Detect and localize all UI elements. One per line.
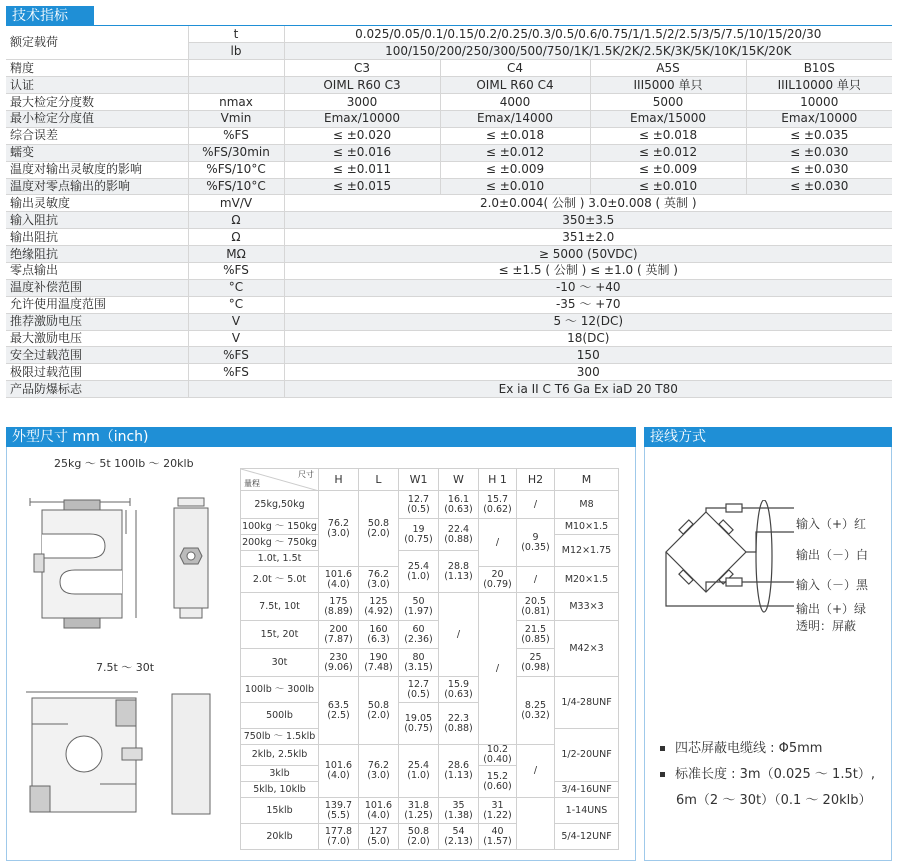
range-cell: 5klb, 10klb <box>241 782 319 798</box>
spec-param: 输出灵敏度 <box>6 195 188 212</box>
spec-table <box>6 26 892 398</box>
spec-row <box>6 330 892 347</box>
dim-cell: 21.5 (0.85) <box>517 621 555 649</box>
spec-row <box>6 178 892 195</box>
spec-param: 温度补偿范围 <box>6 279 188 296</box>
dim-cell: 63.5 (2.5) <box>319 677 359 745</box>
dim-cell: 22.3 (0.88) <box>439 703 479 745</box>
spec-value: ≤ ±0.016 <box>284 144 440 161</box>
range-cell: 30t <box>241 649 319 677</box>
spec-row <box>6 212 892 229</box>
spec-row <box>6 229 892 246</box>
spec-row <box>6 144 892 161</box>
header-m: M <box>555 469 619 491</box>
dim-cell: 1/4-28UNF <box>555 677 619 729</box>
wire-output-plus-green: 输出（+）绿 <box>796 602 867 616</box>
spec-row <box>6 94 892 111</box>
spec-value: ≤ ±0.010 <box>590 178 746 195</box>
s-beam-side-drawing-large <box>166 684 216 824</box>
spec-value: 100/150/200/250/300/500/750/1K/1.5K/2K/2.5K/3K/5K/10K/15K/20K <box>284 43 892 60</box>
spec-unit: Ω <box>188 229 284 246</box>
spec-param: 最大激励电压 <box>6 330 188 347</box>
wire-output-minus-white: 输出（－）白 <box>796 548 869 562</box>
spec-value: Emax/10000 <box>284 110 440 127</box>
dim-cell: / <box>517 491 555 519</box>
spec-unit: nmax <box>188 94 284 111</box>
spec-value: 5 ～ 12(DC) <box>284 313 892 330</box>
dim-cell: 22.4 (0.88) <box>439 519 479 551</box>
dim-cell: 31 (1.22) <box>479 798 517 824</box>
dim-cell: 101.6 (4.0) <box>319 567 359 593</box>
spec-unit <box>188 77 284 94</box>
dim-cell: / <box>517 745 555 798</box>
note-length <box>660 763 875 782</box>
spec-unit: V <box>188 330 284 347</box>
spec-param: 额定载荷 <box>6 26 188 60</box>
bullet-icon <box>660 772 665 777</box>
spec-value: C4 <box>440 60 590 77</box>
dim-cell: 200 (7.87) <box>319 621 359 649</box>
s-beam-side-drawing-small <box>166 486 216 626</box>
spec-unit: %FS/30min <box>188 144 284 161</box>
dim-cell: 230 (9.06) <box>319 649 359 677</box>
dim-cell: 50.8 (2.0) <box>359 491 399 567</box>
spec-value: Emax/15000 <box>590 110 746 127</box>
spec-value: ≤ ±0.012 <box>440 144 590 161</box>
corner-label-range: 量程 <box>244 479 260 488</box>
spec-unit <box>188 60 284 77</box>
spec-value: 350±3.5 <box>284 212 892 229</box>
spec-unit: Vmin <box>188 110 284 127</box>
dim-cell: 76.2 (3.0) <box>359 745 399 798</box>
spec-value: ≤ ±0.018 <box>590 127 746 144</box>
wiring-section-title: 接线方式 <box>644 427 892 447</box>
spec-value: -35 ～ +70 <box>284 296 892 313</box>
note-cable <box>660 737 822 756</box>
dim-cell: M12×1.75 <box>555 535 619 567</box>
range-cell: 15klb <box>241 798 319 824</box>
range-cell: 750lb ～ 1.5klb <box>241 729 319 745</box>
spec-unit: %FS/10°C <box>188 161 284 178</box>
dim-cell: 12.7 (0.5) <box>399 491 439 519</box>
spec-row <box>6 296 892 313</box>
spec-param: 允许使用温度范围 <box>6 296 188 313</box>
dim-cell: 10.2 (0.40) <box>479 745 517 766</box>
spec-value: OIML R60 C4 <box>440 77 590 94</box>
dim-cell: 101.6 (4.0) <box>359 798 399 824</box>
header-w: W <box>439 469 479 491</box>
spec-value: ≤ ±0.030 <box>746 178 892 195</box>
large-range-caption: 7.5t ～ 30t <box>96 661 155 674</box>
spec-value: 18(DC) <box>284 330 892 347</box>
dim-cell: 28.8 (1.13) <box>439 551 479 593</box>
spec-param: 绝缘阻抗 <box>6 246 188 263</box>
spec-unit: MΩ <box>188 246 284 263</box>
bridge-circuit-diagram <box>656 500 796 630</box>
dim-cell: 8.25 (0.32) <box>517 677 555 745</box>
spec-param: 蠕变 <box>6 144 188 161</box>
range-cell: 3klb <box>241 766 319 782</box>
dim-cell: 35 (1.38) <box>439 798 479 824</box>
dim-cell: 1-14UNS <box>555 798 619 824</box>
dim-cell: 80 (3.15) <box>399 649 439 677</box>
spec-value: 10000 <box>746 94 892 111</box>
dim-cell: 20.5 (0.81) <box>517 593 555 621</box>
spec-value: C3 <box>284 60 440 77</box>
spec-row <box>6 364 892 381</box>
dim-cell: 9 (0.35) <box>517 519 555 567</box>
spec-row <box>6 279 892 296</box>
spec-row <box>6 262 892 279</box>
spec-row <box>6 77 892 94</box>
range-cell: 200kg ～ 750kg <box>241 535 319 551</box>
spec-value: ≤ ±0.030 <box>746 144 892 161</box>
note-text: 四芯屏蔽电缆线 : Φ5mm <box>675 741 823 756</box>
spec-param: 输入阻抗 <box>6 212 188 229</box>
spec-value: A5S <box>590 60 746 77</box>
spec-value: 300 <box>284 364 892 381</box>
spec-unit: V <box>188 313 284 330</box>
range-cell: 2.0t ～ 5.0t <box>241 567 319 593</box>
spec-unit: °C <box>188 279 284 296</box>
dim-cell: / <box>479 593 517 745</box>
spec-row <box>6 195 892 212</box>
spec-param: 零点输出 <box>6 262 188 279</box>
spec-value: ≤ ±1.5 ( 公制 ) ≤ ±1.0 ( 英制 ) <box>284 262 892 279</box>
spec-value: 4000 <box>440 94 590 111</box>
dim-cell: 25 (0.98) <box>517 649 555 677</box>
dim-cell: 50 (1.97) <box>399 593 439 621</box>
spec-param: 安全过载范围 <box>6 347 188 364</box>
dim-cell: 15.7 (0.62) <box>479 491 517 519</box>
spec-unit: %FS/10°C <box>188 178 284 195</box>
spec-value: IIIL10000 单只 <box>746 77 892 94</box>
range-cell: 15t, 20t <box>241 621 319 649</box>
dim-cell: / <box>439 593 479 677</box>
spec-param: 极限过载范围 <box>6 364 188 381</box>
spec-param: 最小检定分度值 <box>6 110 188 127</box>
spec-value: ≤ ±0.011 <box>284 161 440 178</box>
range-cell: 7.5t, 10t <box>241 593 319 621</box>
spec-value: -10 ～ +40 <box>284 279 892 296</box>
dim-cell: 12.7 (0.5) <box>399 677 439 703</box>
dim-cell: 20 (0.79) <box>479 567 517 593</box>
spec-value: Emax/14000 <box>440 110 590 127</box>
bullet-icon <box>660 746 665 751</box>
spec-row <box>6 127 892 144</box>
spec-unit: t <box>188 26 284 43</box>
range-cell: 100kg ～ 150kg <box>241 519 319 535</box>
spec-row <box>6 347 892 364</box>
range-cell: 500lb <box>241 703 319 729</box>
dim-cell: 15.9 (0.63) <box>439 677 479 703</box>
range-cell: 25kg,50kg <box>241 491 319 519</box>
spec-value: ≤ ±0.009 <box>440 161 590 178</box>
dim-cell: M42×3 <box>555 621 619 677</box>
spec-value: 2.0±0.004( 公制 ) 3.0±0.008 ( 英制 ) <box>284 195 892 212</box>
spec-row <box>6 60 892 77</box>
spec-value: Emax/10000 <box>746 110 892 127</box>
spec-unit: Ω <box>188 212 284 229</box>
dim-cell: 60 (2.36) <box>399 621 439 649</box>
dim-cell: 28.6 (1.13) <box>439 745 479 798</box>
spec-param: 温度对输出灵敏度的影响 <box>6 161 188 178</box>
corner-label-size: 尺寸 <box>298 470 314 479</box>
dim-cell: 1/2-20UNF <box>555 729 619 782</box>
spec-param: 认证 <box>6 77 188 94</box>
spec-value: Ex ia II C T6 Ga Ex iaD 20 T80 <box>284 381 892 398</box>
spec-section-title: 技术指标 <box>6 6 94 26</box>
spec-param: 产品防爆标志 <box>6 381 188 398</box>
spec-row <box>6 246 892 263</box>
spec-value: ≤ ±0.018 <box>440 127 590 144</box>
dim-cell <box>517 798 555 850</box>
spec-value: ≤ ±0.035 <box>746 127 892 144</box>
corner-cell <box>241 469 319 491</box>
header-h: H <box>319 469 359 491</box>
spec-param: 综合误差 <box>6 127 188 144</box>
spec-value: 0.025/0.05/0.1/0.15/0.2/0.25/0.3/0.5/0.6/0.75/1/1.5/2/2.5/3/5/7.5/10/15/20/30 <box>284 26 892 43</box>
header-h2: H2 <box>517 469 555 491</box>
s-beam-front-drawing-small <box>20 472 150 632</box>
spec-value: ≤ ±0.012 <box>590 144 746 161</box>
dim-cell: 5/4-12UNF <box>555 824 619 850</box>
dim-cell: / <box>479 519 517 567</box>
spec-value: ≤ ±0.020 <box>284 127 440 144</box>
range-cell: 20klb <box>241 824 319 850</box>
dim-cell: 177.8 (7.0) <box>319 824 359 850</box>
dim-cell: 31.8 (1.25) <box>399 798 439 824</box>
dim-cell: 76.2 (3.0) <box>359 567 399 593</box>
spec-unit: %FS <box>188 347 284 364</box>
note-text: 标准长度 : 3m（0.025 ～ 1.5t）, <box>675 767 875 782</box>
dim-cell: 175 (8.89) <box>319 593 359 621</box>
dim-cell: 125 (4.92) <box>359 593 399 621</box>
dim-cell: M8 <box>555 491 619 519</box>
spec-param: 输出阻抗 <box>6 229 188 246</box>
header-w1: W1 <box>399 469 439 491</box>
spec-unit: %FS <box>188 364 284 381</box>
spec-row <box>6 110 892 127</box>
dim-cell: / <box>517 567 555 593</box>
dim-cell: 3/4-16UNF <box>555 782 619 798</box>
dim-cell: 127 (5.0) <box>359 824 399 850</box>
dim-cell: 101.6 (4.0) <box>319 745 359 798</box>
spec-row <box>6 313 892 330</box>
spec-value: B10S <box>746 60 892 77</box>
dim-cell: 19 (0.75) <box>399 519 439 551</box>
dim-cell: 50.8 (2.0) <box>359 677 399 745</box>
dim-cell: 25.4 (1.0) <box>399 745 439 798</box>
spec-value: ≤ ±0.015 <box>284 178 440 195</box>
dim-cell: 50.8 (2.0) <box>399 824 439 850</box>
range-cell: 1.0t, 1.5t <box>241 551 319 567</box>
dim-cell: 25.4 (1.0) <box>399 551 439 593</box>
header-l: L <box>359 469 399 491</box>
header-h1: H 1 <box>479 469 517 491</box>
dim-cell: M33×3 <box>555 593 619 621</box>
spec-unit: %FS <box>188 262 284 279</box>
spec-unit: °C <box>188 296 284 313</box>
spec-row <box>6 381 892 398</box>
spec-value: OIML R60 C3 <box>284 77 440 94</box>
wire-input-plus-red: 输入（+）红 <box>796 517 867 531</box>
dim-cell: 40 (1.57) <box>479 824 517 850</box>
wire-shield-transparent: 透明：屏蔽 <box>796 619 857 633</box>
dim-cell: 76.2 (3.0) <box>319 491 359 567</box>
spec-value: ≤ ±0.010 <box>440 178 590 195</box>
dim-cell: 16.1 (0.63) <box>439 491 479 519</box>
spec-unit <box>188 381 284 398</box>
spec-param: 推荐激励电压 <box>6 313 188 330</box>
spec-row <box>6 161 892 178</box>
small-range-caption: 25kg ～ 5t 100lb ～ 20klb <box>54 457 194 470</box>
dim-cell: 160 (6.3) <box>359 621 399 649</box>
spec-unit: mV/V <box>188 195 284 212</box>
dim-cell: 15.2 (0.60) <box>479 766 517 798</box>
dim-cell: 190 (7.48) <box>359 649 399 677</box>
spec-param: 精度 <box>6 60 188 77</box>
range-cell: 100lb ～ 300lb <box>241 677 319 703</box>
spec-unit: %FS <box>188 127 284 144</box>
dimension-table <box>240 468 619 850</box>
dim-cell: 139.7 (5.5) <box>319 798 359 824</box>
spec-value: 150 <box>284 347 892 364</box>
dimension-section-title: 外型尺寸 mm（inch) <box>6 427 636 447</box>
wire-input-minus-black: 输入（－）黑 <box>796 578 869 592</box>
spec-unit: lb <box>188 43 284 60</box>
spec-value: 5000 <box>590 94 746 111</box>
s-beam-front-drawing-large <box>20 680 150 830</box>
spec-value: ≥ 5000 (50VDC) <box>284 246 892 263</box>
spec-value: III5000 单只 <box>590 77 746 94</box>
spec-row <box>6 26 892 43</box>
dim-cell: 19.05 (0.75) <box>399 703 439 745</box>
spec-value: ≤ ±0.009 <box>590 161 746 178</box>
dim-cell: M20×1.5 <box>555 567 619 593</box>
spec-value: 3000 <box>284 94 440 111</box>
spec-value: ≤ ±0.030 <box>746 161 892 178</box>
spec-param: 最大检定分度数 <box>6 94 188 111</box>
range-cell: 2klb, 2.5klb <box>241 745 319 766</box>
dim-cell: M10×1.5 <box>555 519 619 535</box>
spec-param: 温度对零点输出的影响 <box>6 178 188 195</box>
dim-cell: 54 (2.13) <box>439 824 479 850</box>
spec-value: 351±2.0 <box>284 229 892 246</box>
note-length-cont: 6m（2 ～ 30t）（0.1 ～ 20klb） <box>676 793 872 808</box>
